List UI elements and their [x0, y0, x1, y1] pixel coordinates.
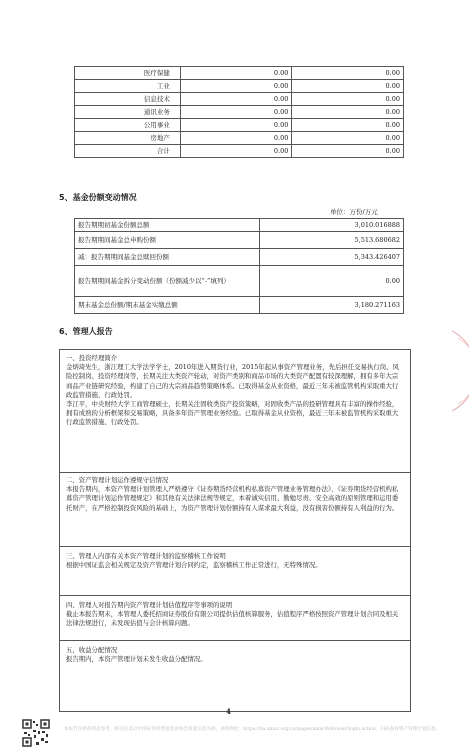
- block4-heading: 四、管理人对报告期内资产管理计划估值程序等事项的说明: [66, 601, 233, 609]
- row-label: 通讯业务: [75, 106, 181, 119]
- table-row: [75, 249, 404, 266]
- row-label: 报告期期间基金总申购份额: [75, 232, 260, 249]
- row-value: 0.00: [180, 80, 292, 93]
- industry-allocation-table: [74, 66, 404, 158]
- table-row: [75, 106, 404, 119]
- row-label: 公用事业: [75, 119, 181, 132]
- row-value: 0.00: [292, 132, 404, 145]
- table-row: [75, 132, 404, 145]
- row-value: 0.00: [180, 106, 292, 119]
- row-label: 信息技术: [75, 93, 181, 106]
- page-number: 4: [226, 707, 231, 716]
- row-value: 0.00: [180, 119, 292, 132]
- block5-heading: 五、收益分配情况: [66, 646, 118, 654]
- row-value: 0.00: [292, 93, 404, 106]
- row-value: 0.00: [180, 145, 292, 158]
- table-row: [75, 145, 404, 158]
- row-value: 0.00: [292, 80, 404, 93]
- block2-text: 本报告期内，本资产管理计划管理人严格遵守《证券期货经营机构私募资产管理业务管理办法》、《证券期货经营机构私募资产管理计划运作管理规定》和其他有关法律法规等规定，本着诚实信用、勤勉尽责、安全高效的原则管理和运用委托财产，在严格控制投资风险的基础上，为资产管理计划份额持有人谋求最大利益，没有损害份额持有人利益的行为。: [66, 485, 399, 512]
- row-label: 报告期期初基金份额总额: [75, 219, 260, 232]
- block3-heading: 三、管理人内部有关本资产管理计划的监察稽核工作说明: [66, 552, 226, 560]
- row-value: 0.00: [180, 93, 292, 106]
- row-value: 0.00: [292, 106, 404, 119]
- row-value: 0.00: [292, 119, 404, 132]
- block4-text: 截止本报告期末，本管理人委托招商证券股份有限公司提供估值核算服务，估值程序严格按照资产管理计划合同及相关法律法规进行，未发现估值与会计核算问题。: [66, 610, 399, 628]
- qr-code-icon: [22, 719, 50, 747]
- section5-title: 5、基金份额变动情况: [59, 193, 137, 202]
- divider: [60, 472, 410, 473]
- table-row: [75, 119, 404, 132]
- seal-stamp: [412, 326, 469, 416]
- divider: [60, 640, 410, 641]
- block1-text-1: 金炳琦先生，浙江理工大学法学学士，2010年进入期货行业，2015年起从事资产管理业务，先后担任交易执行岗、风险控制岗、投资经理岗等，长期关注大类资产轮动，对资产类别和商品市场的大类资产配置有较深理解，拥有多年大宗商品产业链研究经验，构建了自己的大宗商品趋势策略体系。已取得基金从业资格，最近三年未被监管机构采取重大行政监管措施、行政处罚。: [66, 363, 399, 399]
- row-value: 0.00: [292, 145, 404, 158]
- row-label: 减：报告期期间基金总赎回份额: [75, 249, 260, 266]
- row-label: 房地产: [75, 132, 181, 145]
- footer-note: 本报告仅供投资者参考，相关信息以中国证券投资基金业协会备案信息为准。查询网址：https://ba.amac.org.cn/pages/amacWeb/user!login.action，扫码查看资产管理计划信息。: [64, 727, 441, 732]
- block3-text: 根据中国证监会相关规定及资产管理计划合同约定，监察稽核工作正常进行，无特殊情况。: [66, 561, 322, 570]
- block1-heading: 一、投资经理简介: [66, 354, 118, 362]
- table-row: [75, 80, 404, 93]
- divider: [60, 595, 410, 596]
- block5-text: 报告期内，本资产管理计划未发生收益分配情况。: [66, 655, 207, 664]
- row-value: 0.00: [260, 266, 404, 297]
- section6-title: 6、管理人报告: [59, 327, 113, 336]
- table-row: [75, 232, 404, 249]
- row-label: 医疗保健: [75, 67, 181, 80]
- table-row: [75, 266, 404, 297]
- block1-text-2: 李江平，中央财经大学工商管理硕士，长期关注固收类资产投资策略，对固收类产品的投研管理具有丰富的操作经验，拥有成熟的分析框架和交易策略，具备多年资产管理业务经验。已取得基金从业资格，最近三年未被监管机构采取重大行政监管措施、行政处罚。: [66, 400, 399, 427]
- table-row: [75, 67, 404, 80]
- table-row: [75, 93, 404, 106]
- row-label: 工业: [75, 80, 181, 93]
- divider: [60, 546, 410, 547]
- section5-unit: 单位：万份/万元: [330, 208, 378, 216]
- row-value: 3,180.271163: [260, 297, 404, 314]
- block2-heading: 二、资产管理计划运作遵规守信情况: [66, 476, 169, 484]
- row-label: 合计: [75, 145, 181, 158]
- row-value: 3,010.016888: [260, 219, 404, 232]
- row-value: 5,343.426407: [260, 249, 404, 266]
- fund-share-change-table: [74, 218, 404, 314]
- row-value: 5,513.680682: [260, 232, 404, 249]
- row-value: 0.00: [180, 132, 292, 145]
- row-value: 0.00: [292, 67, 404, 80]
- table-row: [75, 297, 404, 314]
- row-label: 报告期期间基金拆分变动份额（份额减少以“-”填列）: [75, 266, 260, 297]
- row-label: 期末基金总份额/期末基金实缴总额: [75, 297, 260, 314]
- table-row: [75, 219, 404, 232]
- manager-report-box: [59, 349, 411, 712]
- row-value: 0.00: [180, 67, 292, 80]
